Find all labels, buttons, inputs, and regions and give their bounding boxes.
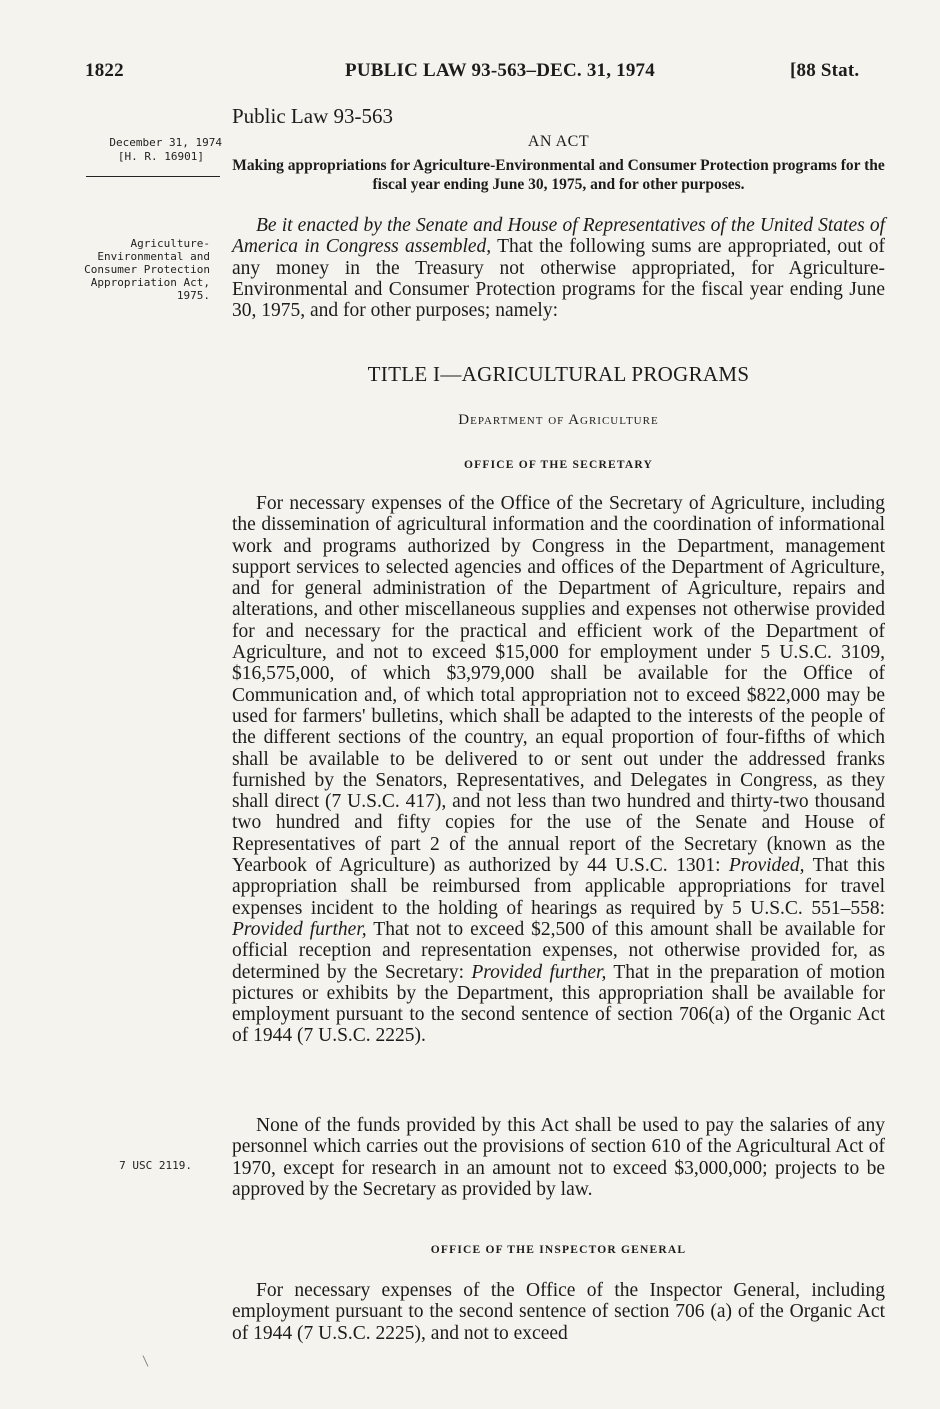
page-number: 1822 [85,60,124,81]
secretary-text-d: That in the preparation of motion pictures or exhibits by the Department, this appropriation shall be available for employment pursuant to the second sentence of section 706(a) of the Organic Act of 1944 (7 U.S.C. 2225). [232,961,885,1047]
secretary-text-a: For necessary expenses of the Office of the Secretary of Agriculture, including the dissemination of agricultural information and the coordination of informational work and programs authorized by Congress in the Department, management support services to selected agencies and offices of the Department of Agriculture, and for general administration of the Department of Agriculture, repairs and alterations, and other miscellaneous supplies and expenses not otherwise provided for and necessary for the practical and efficient work of the Department of Agriculture, and not to exceed $15,000 for employment under 5 U.S.C. 3109, $16,575,000, of which $3,979,000 shall be available for the Office of Communication and, of which total appropriation not to exceed $822,000 may be used for farmers' bulletins, which shall be adapted to the interests of the people of the different sections of the country, an equal proportion of four-fifths of which shall be available to be delivered to or sent out under the addressed franks furnished by the Senators, Representatives, and Delegates in Congress, as they shall direct (7 U.S.C. 417), and not less than two hundred and thirty-two thousand two hundred and fifty copies for the use of the Senate and House of Representatives of part 2 of the annual report of the Secretary (known as the Yearbook of Agriculture) as authorized by 44 U.S.C. 1301: [232,493,885,877]
scan-mark [143,1355,149,1366]
enacting-clause-text: That the following sums are appropriated, out of any money in the Treasury not otherwise appropriated, for Agriculture-Environmental and Consumer Protection programs for the fiscal year ending June 30, 1975, and for other purposes; namely: [232,236,885,322]
secretary-text-b: That this appropriation shall be reimbursed from applicable appropriations for travel expenses incident to the holding of hearings as required by 5 U.S.C. 551–558: [232,855,885,919]
margin-divider [86,176,220,177]
inspector-general-paragraph: For necessary expenses of the Office of the Inspector General, including employment pursuant to the second sentence of section 706 (a) of the Organic Act of 1944 (7 U.S.C. 2225), and not to exceed [232,1280,885,1344]
act-name-margin-note: Agriculture-Environmental and Consumer Protection Appropriation Act, 1975. [84,237,210,302]
bill-number-note: [H. R. 16901] [117,150,204,163]
secretary-expenses-paragraph [232,493,885,1047]
secretary-text-c: That not to exceed $2,500 of this amount shall be available for official reception and representation expenses, not otherwise provided for, as determined by the Secretary: [232,918,886,983]
proviso-2: Provided further, [232,918,367,940]
department-heading: Department of Agriculture [458,412,659,428]
enactment-date-note: December 31, 1974 [109,136,222,149]
funds-restriction-paragraph: None of the funds provided by this Act shall be used to pay the salaries of any personnel which carries out the provisions of section 610 of the Agricultural Act of 1970, except for research in an amount not to exceed $3,000,000; projects to be approved by the Secretary as provided by law. [232,1115,885,1200]
usc-margin-note: 7 USC 2119. [119,1159,192,1172]
title-heading: TITLE I—AGRICULTURAL PROGRAMS [367,362,750,386]
proviso-1: Provided, [728,855,805,877]
enacting-clause-italic: Be it enacted by the Senate and House of Representatives of the United States of America in Congress assembled, [232,215,885,258]
act-label: AN ACT [527,133,590,150]
act-summary: Making appropriations for Agriculture-Environmental and Consumer Protection programs for the fiscal year ending June 30, 1975, and for other purposes. [232,157,885,193]
public-law-number: Public Law 93-563 [232,104,393,128]
volume-reference: [88 Stat. [790,60,860,81]
enacting-clause [232,215,885,321]
running-title: PUBLIC LAW 93-563–DEC. 31, 1974 [345,60,655,81]
office-inspector-heading: OFFICE OF THE INSPECTOR GENERAL [430,1244,687,1256]
proviso-3: Provided further, [471,961,607,983]
office-secretary-heading: OFFICE OF THE SECRETARY [464,459,653,471]
